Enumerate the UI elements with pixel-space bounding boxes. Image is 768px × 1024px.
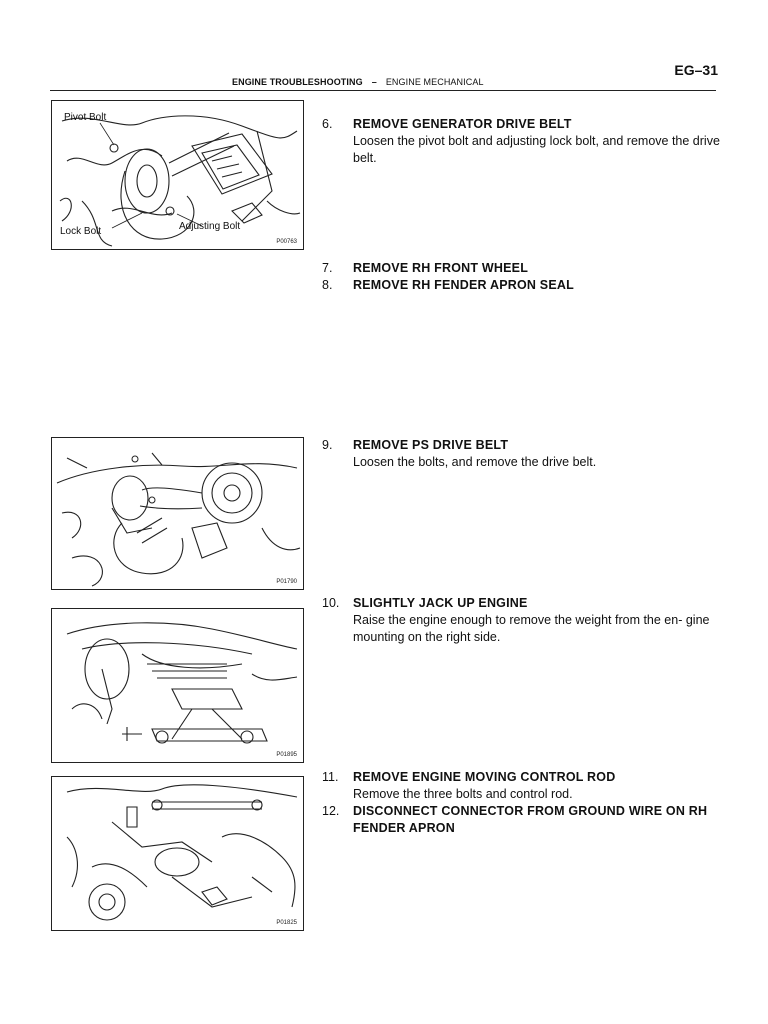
step-8 (322, 277, 722, 294)
label-adjusting-bolt: Adjusting Bolt (179, 221, 241, 232)
figure-jack (51, 608, 304, 763)
step-body: Remove the three bolts and control rod. (353, 787, 573, 801)
label-lock-bolt: Lock Bolt (60, 226, 102, 237)
running-header (232, 77, 484, 87)
step-number: 10. (322, 596, 340, 610)
control-rod-illustration (52, 777, 302, 929)
figure-code: P01825 (276, 920, 297, 926)
label-pivot-bolt: Pivot Bolt (64, 112, 107, 123)
jack-illustration (52, 609, 302, 761)
step-11 (322, 769, 722, 803)
step-title: REMOVE PS DRIVE BELT (353, 438, 509, 452)
figure-ps-belt (51, 437, 304, 590)
step-body: Loosen the pivot bolt and adjusting lock bolt, and remove the drive belt. (353, 134, 720, 165)
figure-code: P00763 (276, 239, 297, 245)
step-number: 12. (322, 804, 340, 818)
step-title: REMOVE ENGINE MOVING CONTROL ROD (353, 770, 616, 784)
step-number: 8. (322, 278, 333, 292)
step-number: 6. (322, 117, 333, 131)
step-7 (322, 260, 722, 277)
subsection-title: ENGINE MECHANICAL (385, 77, 484, 87)
header-separator: – (371, 77, 377, 87)
figure-code: P01895 (276, 752, 297, 758)
step-9 (322, 437, 722, 471)
step-number: 7. (322, 261, 333, 275)
figure-code: P01790 (276, 579, 297, 585)
step-number: 9. (322, 438, 333, 452)
figure-generator-belt (51, 100, 304, 250)
page-number: EG–31 (674, 62, 718, 78)
step-title: DISCONNECT CONNECTOR FROM GROUND WIRE ON RH FENDER APRON (353, 804, 708, 835)
step-6 (322, 116, 722, 167)
section-title: ENGINE TROUBLESHOOTING (232, 77, 363, 87)
step-title: SLIGHTLY JACK UP ENGINE (353, 596, 528, 610)
step-12 (322, 803, 722, 837)
step-title: REMOVE GENERATOR DRIVE BELT (353, 117, 572, 131)
step-title: REMOVE RH FRONT WHEEL (353, 261, 529, 275)
figure-control-rod (51, 776, 304, 931)
step-title: REMOVE RH FENDER APRON SEAL (353, 278, 574, 292)
step-body: Loosen the bolts, and remove the drive belt. (353, 455, 597, 469)
header-rule (50, 90, 716, 91)
step-10 (322, 595, 722, 646)
step-body: Raise the engine enough to remove the weight from the en- gine mounting on the right side. (353, 613, 710, 644)
step-number: 11. (322, 770, 339, 784)
ps-belt-illustration (52, 438, 302, 588)
generator-belt-illustration (52, 101, 302, 248)
